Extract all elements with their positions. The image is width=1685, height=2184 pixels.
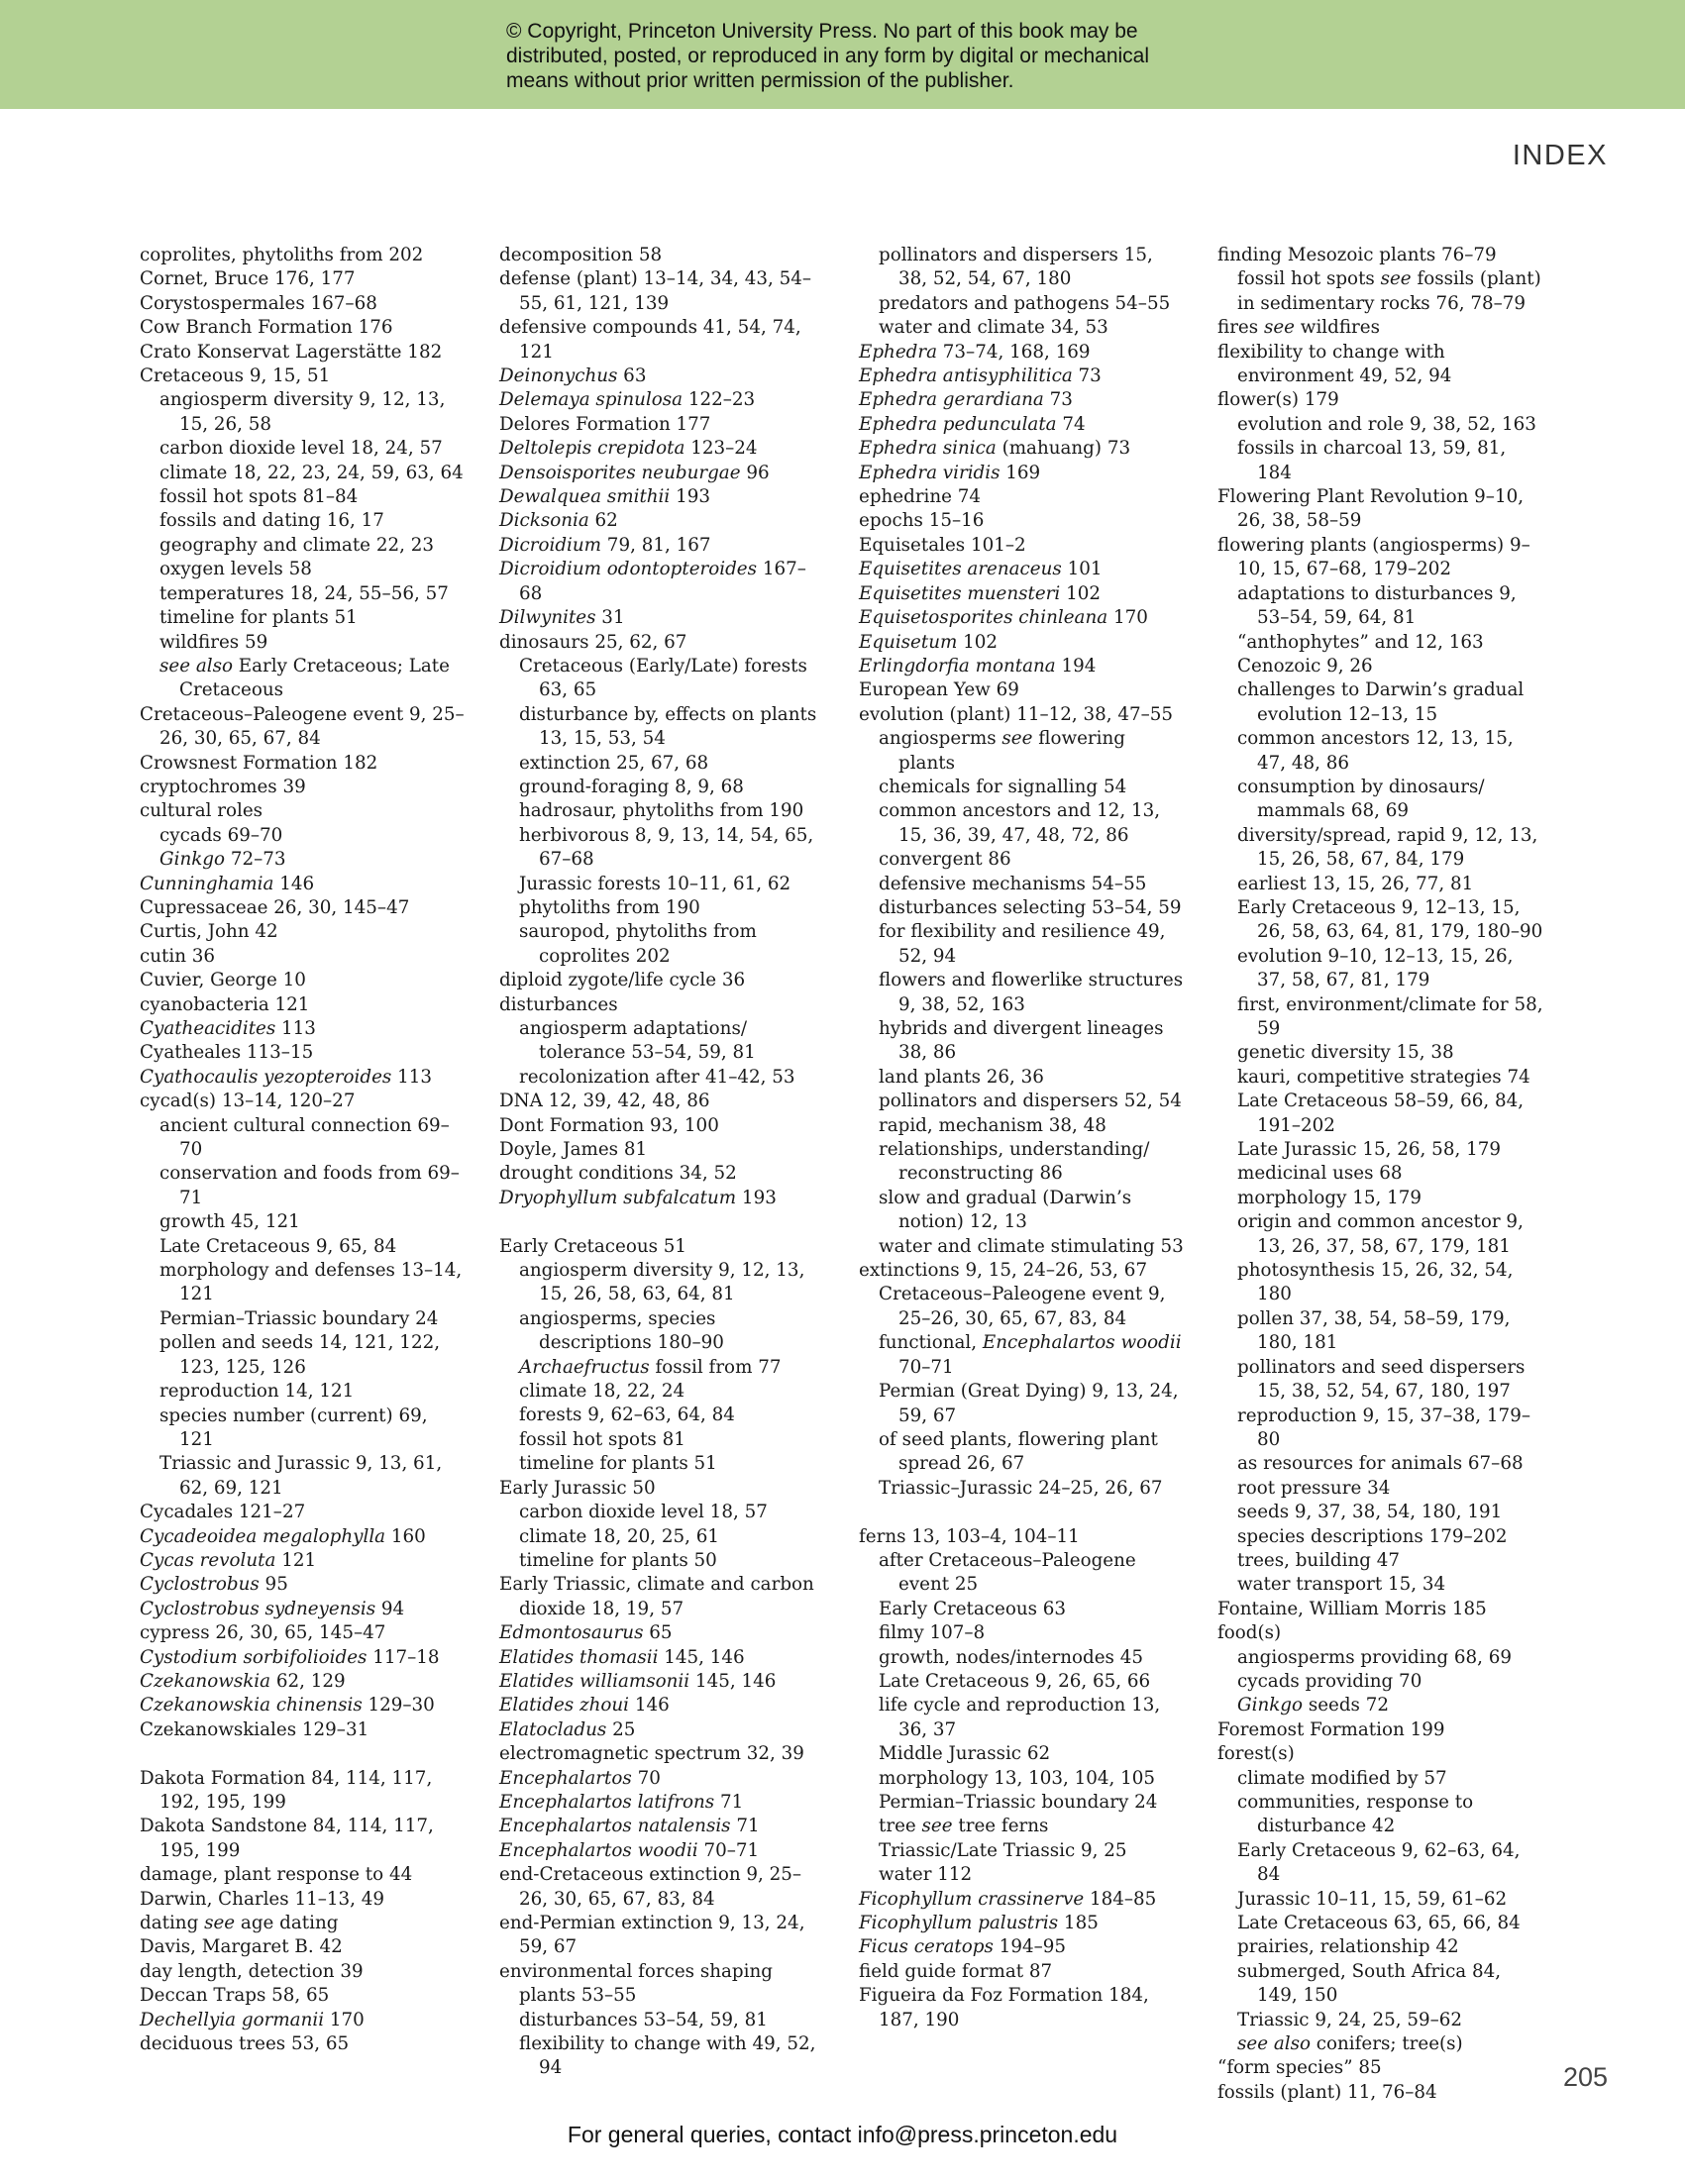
index-subentry: Late Jurassic 15, 26, 58, 179 [1237, 1139, 1501, 1161]
index-subentry: root pressure 34 [1237, 1477, 1391, 1499]
index-entry: Elatides williamsonii 145, 146 [499, 1670, 777, 1692]
index-subentry: Late Cretaceous 63, 65, 66, 84 [1237, 1913, 1521, 1934]
index-subentry: pollinators and seed dispersers 15, 38, 52, 54, 67, 180, 197 [1237, 1356, 1526, 1403]
index-subentry: timeline for plants 50 [519, 1549, 717, 1571]
index-subentry: ground-foraging 8, 9, 68 [519, 776, 744, 797]
index-subentry: timeline for plants 51 [519, 1453, 717, 1475]
index-subentry: geography and climate 22, 23 [159, 534, 434, 556]
index-subentry: fossils and dating 16, 17 [159, 510, 384, 532]
index-entry: Ephedra gerardiana 73 [859, 389, 1073, 411]
index-subentry: see also Early Cretaceous; Late Cretaceous [159, 655, 450, 701]
index-subentry: species descriptions 179–202 [1237, 1525, 1508, 1547]
index-entry: disturbances [499, 993, 618, 1015]
index-subentry: growth, nodes/internodes 45 [879, 1646, 1143, 1668]
index-subentry: in sedimentary rocks 76, 78–79 [1237, 292, 1527, 314]
index-subentry: Cretaceous (Early/Late) forests 63, 65 [519, 655, 807, 701]
index-entry: Crowsnest Formation 182 [140, 752, 378, 774]
index-entry: finding Mesozoic plants 76–79 [1217, 245, 1497, 265]
index-subentry: origin and common ancestor 9, 13, 26, 37, 58, 67, 179, 181 [1237, 1211, 1524, 1257]
index-entry: Deinonychus 63 [499, 365, 647, 387]
index-entry: dating see age dating [140, 1913, 339, 1934]
index-subentry: fossil hot spots 81 [519, 1428, 685, 1450]
index-entry: Cornet, Bruce 176, 177 [140, 268, 356, 290]
index-entry: Deltolepis crepidota 123–24 [499, 438, 758, 460]
index-entry: Figueira da Foz Formation 184, 187, 190 [859, 1985, 1149, 2030]
index-subentry: cycads providing 70 [1237, 1670, 1422, 1692]
index-entry: Cycadales 121–27 [140, 1502, 306, 1523]
index-subentry: disturbances 53–54, 59, 81 [519, 2009, 768, 2030]
index-entry: Cretaceous 9, 15, 51 [140, 365, 331, 387]
index-subentry: sauropod, phytoliths from coprolites 202 [519, 921, 757, 967]
running-head: INDEX [1512, 140, 1608, 171]
index-entry: cycad(s) 13–14, 120–27 [140, 1091, 356, 1112]
index-entry: Ephedra 73–74, 168, 169 [859, 341, 1091, 363]
index-entry: defensive compounds 41, 54, 74, 121 [499, 317, 801, 363]
index-subentry: water 112 [879, 1864, 973, 1886]
index-entry: Cuvier, George 10 [140, 970, 306, 991]
index-entry: Ephedra viridis 169 [859, 462, 1041, 483]
index-entry: Elatides zhoui 146 [499, 1695, 670, 1716]
index-subentry: temperatures 18, 24, 55–56, 57 [159, 582, 449, 604]
index-subentry: hybrids and divergent lineages 38, 86 [879, 1018, 1164, 1064]
index-subentry: extinction 25, 67, 68 [519, 752, 709, 774]
index-entry: Cycadeoidea megalophylla 160 [140, 1525, 426, 1547]
index-entry: Cyclostrobus sydneyensis 94 [140, 1598, 405, 1619]
index-entry: ferns 13, 103–4, 104–11 [859, 1525, 1080, 1547]
index-entry: coprolites, phytoliths from 202 [140, 245, 424, 265]
index-entry: Dechellyia gormanii 170 [140, 2009, 365, 2030]
index-entry: “form species” 85 [1217, 2057, 1382, 2079]
index-entry: Dicksonia 62 [499, 510, 618, 532]
index-entry: Czekanowskia 62, 129 [140, 1670, 346, 1692]
index-subentry: earliest 13, 15, 26, 77, 81 [1237, 873, 1474, 894]
index-entry: Equisetales 101–2 [859, 534, 1026, 556]
index-entry: evolution (plant) 11–12, 38, 47–55 [859, 703, 1174, 725]
index-subentry: fossils in charcoal 13, 59, 81, 184 [1237, 438, 1507, 483]
index-entry: Cyclostrobus 95 [140, 1574, 288, 1596]
index-entry: Dakota Sandstone 84, 114, 117, 195, 199 [140, 1816, 434, 1861]
index-entry: Equisetum 102 [859, 631, 999, 653]
index-subentry: climate 18, 22, 24 [519, 1381, 685, 1403]
index-entry: European Yew 69 [859, 679, 1019, 701]
index-subentry: land plants 26, 36 [879, 1066, 1044, 1088]
index-subentry: recolonization after 41–42, 53 [519, 1066, 795, 1088]
index-subentry: trees, building 47 [1237, 1549, 1400, 1571]
index-subentry: disturbances selecting 53–54, 59 [879, 896, 1182, 918]
index-subentry: Early Cretaceous 63 [879, 1598, 1067, 1619]
index-entry: Davis, Margaret B. 42 [140, 1936, 343, 1958]
index-subentry: consumption by dinosaurs/ mammals 68, 69 [1237, 776, 1485, 822]
index-entry: Crato Konservat Lagerstätte 182 [140, 341, 443, 363]
index-subentry: Archaefructus fossil from 77 [519, 1356, 782, 1378]
index-subentry: Cenozoic 9, 26 [1237, 655, 1373, 676]
index-subentry: genetic diversity 15, 38 [1237, 1042, 1454, 1064]
index-subentry: angiosperms see flowering plants [879, 728, 1125, 774]
index-entry: Equisetites muensteri 102 [859, 582, 1101, 604]
index-entry: Dont Formation 93, 100 [499, 1114, 719, 1136]
index-subentry: pollen 37, 38, 54, 58–59, 179, 180, 181 [1237, 1307, 1511, 1354]
index-subentry: medicinal uses 68 [1237, 1163, 1403, 1185]
index-subentry: Middle Jurassic 62 [879, 1743, 1051, 1765]
index-entry: forest(s) [1217, 1743, 1295, 1765]
index-subentry: disturbance by, effects on plants 13, 15, 53, 54 [519, 703, 817, 750]
index-entry: end-Cretaceous extinction 9, 25–26, 30, 65, 67, 83, 84 [499, 1864, 802, 1910]
index-letter-gap [859, 1501, 1186, 1524]
index-subentry: Permian–Triassic boundary 24 [879, 1791, 1158, 1813]
index-subentry: photosynthesis 15, 26, 32, 54, 180 [1237, 1260, 1514, 1305]
index-subentry: prairies, relationship 42 [1237, 1936, 1459, 1958]
index-subentry: functional, Encephalartos woodii 70–71 [879, 1332, 1182, 1378]
index-entry: Encephalartos natalensis 71 [499, 1816, 760, 1837]
index-entry: Ficophyllum palustris 185 [859, 1913, 1099, 1934]
index-subentry: diversity/spread, rapid 9, 12, 13, 15, 26, 58, 67, 84, 179 [1237, 824, 1538, 871]
index-entry: drought conditions 34, 52 [499, 1163, 737, 1185]
index-subentry: pollinators and dispersers 15, 38, 52, 54, 67, 180 [879, 245, 1153, 290]
index-entry: Elatocladus 25 [499, 1718, 636, 1740]
index-subentry: flexibility to change with 49, 52, 94 [519, 2033, 816, 2079]
index-entry: flower(s) 179 [1217, 389, 1339, 411]
index-entry: Equisetites arenaceus 101 [859, 559, 1103, 580]
index-subentry: convergent 86 [879, 849, 1011, 871]
index-entry: Dicroidium odontopteroides 167–68 [499, 559, 806, 604]
index-subentry: morphology 13, 103, 104, 105 [879, 1767, 1156, 1789]
index-entry: fires see wildfires [1217, 317, 1380, 339]
index-subentry: fossil hot spots 81–84 [159, 486, 359, 508]
index-subentry: oxygen levels 58 [159, 559, 312, 580]
index-entry: defense (plant) 13–14, 34, 43, 54–55, 61, 121, 139 [499, 268, 811, 314]
index-entry: Corystospermales 167–68 [140, 292, 377, 314]
index-subentry: reproduction 14, 121 [159, 1381, 355, 1403]
index-subentry: first, environment/climate for 58, 59 [1237, 993, 1543, 1039]
page-number: 205 [1562, 2062, 1608, 2092]
index-entry: cypress 26, 30, 65, 145–47 [140, 1622, 386, 1644]
index-entry: Curtis, John 42 [140, 921, 278, 943]
index-entry: Cupressaceae 26, 30, 145–47 [140, 896, 410, 918]
index-subentry: predators and pathogens 54–55 [879, 292, 1171, 314]
index-letter-gap [499, 1210, 826, 1234]
index-subentry: filmy 107–8 [879, 1622, 986, 1644]
index-subentry: carbon dioxide level 18, 57 [519, 1502, 768, 1523]
index-entry: day length, detection 39 [140, 1960, 364, 1982]
index-subentry: rapid, mechanism 38, 48 [879, 1114, 1106, 1136]
index-subentry: water and climate stimulating 53 [879, 1235, 1184, 1257]
index-entry: Encephalartos latifrons 71 [499, 1791, 744, 1813]
index-entry: Czekanowskiales 129–31 [140, 1718, 369, 1740]
index-subentry: carbon dioxide level 18, 24, 57 [159, 438, 443, 460]
index-entry: Flowering Plant Revolution 9–10, 26, 38, 58–59 [1217, 486, 1525, 532]
index-subentry: tree see tree ferns [879, 1816, 1049, 1837]
index-entry: Edmontosaurus 65 [499, 1622, 673, 1644]
index-subentry: water transport 15, 34 [1237, 1574, 1446, 1596]
index-subentry: climate 18, 20, 25, 61 [519, 1525, 720, 1547]
index-subentry: Permian (Great Dying) 9, 13, 24, 59, 67 [879, 1381, 1179, 1426]
index-subentry: conservation and foods from 69–71 [159, 1163, 460, 1208]
index-entry: Encephalartos woodii 70–71 [499, 1839, 760, 1861]
index-entry: Early Jurassic 50 [499, 1477, 656, 1499]
index-subentry: common ancestors 12, 13, 15, 47, 48, 86 [1237, 728, 1514, 774]
index-entry: Densoisporites neuburgae 96 [499, 462, 770, 483]
index-entry: field guide format 87 [859, 1960, 1053, 1982]
index-subentry: Early Cretaceous 9, 12–13, 15, 26, 58, 63, 64, 81, 179, 180–90 [1237, 896, 1543, 943]
footer-contact: For general queries, contact info@press.princeton.edu [567, 2122, 1118, 2147]
index-entry: diploid zygote/life cycle 36 [499, 970, 746, 991]
index-subentry: fossil hot spots see fossils (plant) [1237, 268, 1541, 290]
copyright-line-2: distributed, posted, or reproduced in any form by digital or mechanical [506, 45, 1150, 67]
index-entry: Cyathocaulis yezopteroides 113 [140, 1066, 433, 1088]
index-entry: decomposition 58 [499, 245, 663, 265]
index-subentry: angiosperm diversity 9, 12, 13, 15, 26, 58, 63, 64, 81 [519, 1260, 805, 1305]
index-entry: Delemaya spinulosa 122–23 [499, 389, 756, 411]
index-entry: flowering plants (angiosperms) 9–10, 15, 67–68, 179–202 [1217, 534, 1530, 580]
index-subentry: see also conifers; tree(s) [1237, 2033, 1463, 2055]
index-entry: Foremost Formation 199 [1217, 1718, 1445, 1740]
index-subentry: species number (current) 69, 121 [159, 1404, 428, 1450]
index-subentry: angiosperms providing 68, 69 [1237, 1646, 1513, 1668]
index-subentry: climate 18, 22, 23, 24, 59, 63, 64 [159, 462, 464, 483]
index-subentry: herbivorous 8, 9, 13, 14, 54, 65, 67–68 [519, 824, 814, 871]
index-entry: Cow Branch Formation 176 [140, 317, 393, 339]
index-column-1 [140, 244, 467, 2056]
index-subentry: morphology and defenses 13–14, 121 [159, 1260, 463, 1305]
index-entry: Cyatheales 113–15 [140, 1042, 314, 1064]
index-subentry: challenges to Darwin’s gradual evolution 12–13, 15 [1237, 679, 1525, 725]
index-entry: Deccan Traps 58, 65 [140, 1985, 330, 2007]
index-entry: electromagnetic spectrum 32, 39 [499, 1743, 804, 1765]
index-entry: Early Cretaceous 51 [499, 1235, 687, 1257]
index-entry: damage, plant response to 44 [140, 1864, 413, 1886]
index-subentry: seeds 9, 37, 38, 54, 180, 191 [1237, 1502, 1503, 1523]
index-subentry: Late Cretaceous 58–59, 66, 84, 191–202 [1237, 1091, 1525, 1136]
index-subentry: flowers and flowerlike structures 9, 38, 52, 163 [879, 970, 1184, 1015]
index-subentry: Triassic/Late Triassic 9, 25 [879, 1839, 1127, 1861]
index-entry: cryptochromes 39 [140, 776, 306, 797]
index-subentry: for flexibility and resilience 49, 52, 94 [879, 921, 1166, 967]
index-column-4 [1217, 244, 1544, 2105]
index-subentry: adaptations to disturbances 9, 53–54, 59, 64, 81 [1237, 582, 1517, 629]
index-subentry: water and climate 34, 53 [879, 317, 1108, 339]
index-subentry: wildfires 59 [159, 631, 268, 653]
index-entry: Dilwynites 31 [499, 607, 625, 629]
index-subentry: relationships, understanding/ reconstructing 86 [879, 1139, 1150, 1185]
index-subentry: Cretaceous–Paleogene event 9, 25–26, 30, 65, 67, 83, 84 [879, 1284, 1166, 1329]
index-entry: Ephedra antisyphilitica 73 [859, 365, 1102, 387]
index-entry: cyanobacteria 121 [140, 993, 310, 1015]
index-entry: dinosaurs 25, 62, 67 [499, 631, 687, 653]
index-subentry: forests 9, 62–63, 64, 84 [519, 1404, 735, 1426]
index-subentry: reproduction 9, 15, 37–38, 179–80 [1237, 1404, 1530, 1450]
index-entry: Ephedra pedunculata 74 [859, 413, 1086, 435]
index-subentry: hadrosaur, phytoliths from 190 [519, 800, 804, 822]
index-entry: Erlingdorfia montana 194 [859, 655, 1097, 676]
index-subentry: “anthophytes” and 12, 163 [1237, 631, 1484, 653]
index-subentry: common ancestors and 12, 13, 15, 36, 39, 47, 48, 72, 86 [879, 800, 1161, 846]
copyright-banner [0, 0, 1685, 109]
index-letter-gap [140, 1742, 467, 1766]
index-entry: environmental forces shaping plants 53–55 [499, 1960, 773, 2007]
index-entry: food(s) [1217, 1622, 1282, 1644]
index-entry: Equisetosporites chinleana 170 [859, 607, 1148, 629]
index-entry: extinctions 9, 15, 24–26, 53, 67 [859, 1260, 1148, 1282]
index-subentry: Triassic and Jurassic 9, 13, 61, 62, 69, 121 [159, 1453, 443, 1499]
index-entry: Ephedra sinica (mahuang) 73 [859, 438, 1131, 460]
index-entry: Elatides thomasii 145, 146 [499, 1646, 745, 1668]
index-subentry: ancient cultural connection 69–70 [159, 1114, 450, 1161]
index-entry: Encephalartos 70 [499, 1767, 661, 1789]
index-entry: Dryophyllum subfalcatum 193 [499, 1187, 777, 1208]
index-subentry: phytoliths from 190 [519, 896, 700, 918]
index-entry: cultural roles [140, 800, 263, 822]
index-subentry: evolution and role 9, 38, 52, 163 [1237, 413, 1536, 435]
index-subentry: of seed plants, flowering plant spread 26, 67 [879, 1428, 1158, 1475]
index-entry: Fontaine, William Morris 185 [1217, 1598, 1487, 1619]
index-entry: Ficus ceratops 194–95 [859, 1936, 1066, 1958]
index-subentry: angiosperm adaptations/ tolerance 53–54, 59, 81 [519, 1018, 756, 1064]
index-entry: Cystodium sorbifolioides 117–18 [140, 1646, 440, 1668]
index-subentry: defensive mechanisms 54–55 [879, 873, 1147, 894]
index-subentry: as resources for animals 67–68 [1237, 1453, 1524, 1475]
index-subentry: climate modified by 57 [1237, 1767, 1447, 1789]
index-subentry: communities, response to disturbance 42 [1237, 1792, 1474, 1837]
index-entry: Early Triassic, climate and carbon dioxide 18, 19, 57 [499, 1574, 814, 1619]
index-subentry: submerged, South Africa 84, 149, 150 [1237, 1960, 1502, 2007]
index-entry: DNA 12, 39, 42, 48, 86 [499, 1091, 710, 1112]
index-subentry: Late Cretaceous 9, 26, 65, 66 [879, 1670, 1151, 1692]
index-subentry: Ginkgo 72–73 [159, 849, 286, 871]
index-entry: Cunninghamia 146 [140, 873, 315, 894]
index-subentry: growth 45, 121 [159, 1211, 300, 1233]
index-entry: Ficophyllum crassinerve 184–85 [859, 1888, 1157, 1910]
copyright-line-3: means without prior written permission of the publisher. [506, 69, 1014, 92]
index-subentry: Ginkgo seeds 72 [1237, 1695, 1390, 1716]
index-entry: Doyle, James 81 [499, 1139, 648, 1161]
index-entry: Cyatheacidites 113 [140, 1018, 316, 1039]
index-subentry: pollinators and dispersers 52, 54 [879, 1091, 1182, 1112]
index-subentry: Triassic–Jurassic 24–25, 26, 67 [879, 1477, 1163, 1499]
index-entry: Dewalquea smithii 193 [499, 486, 710, 508]
index-subentry: cycads 69–70 [159, 824, 283, 846]
index-entry: ephedrine 74 [859, 486, 982, 508]
index-column-3 [859, 244, 1186, 2032]
index-entry: Cretaceous–Paleogene event 9, 25–26, 30, 65, 67, 84 [140, 703, 465, 750]
index-subentry: evolution 9–10, 12–13, 15, 26, 37, 58, 67, 81, 179 [1237, 945, 1514, 991]
index-entry: Dicroidium 79, 81, 167 [499, 534, 711, 556]
index-entry: deciduous trees 53, 65 [140, 2033, 350, 2055]
index-entry: cutin 36 [140, 945, 216, 967]
index-subentry: Late Cretaceous 9, 65, 84 [159, 1235, 397, 1257]
index-entry: epochs 15–16 [859, 510, 985, 532]
index-subentry: kauri, competitive strategies 74 [1237, 1066, 1530, 1088]
index-subentry: morphology 15, 179 [1237, 1187, 1422, 1208]
index-entry: fossils (plant) 11, 76–84 [1217, 2081, 1437, 2103]
index-subentry: pollen and seeds 14, 121, 122, 123, 125, 126 [159, 1332, 441, 1378]
index-entry: Czekanowskia chinensis 129–30 [140, 1695, 435, 1716]
index-subentry: life cycle and reproduction 13, 36, 37 [879, 1695, 1161, 1740]
index-subentry: chemicals for signalling 54 [879, 776, 1127, 797]
index-subentry: Jurassic forests 10–11, 61, 62 [519, 873, 791, 894]
index-subentry: Jurassic 10–11, 15, 59, 61–62 [1237, 1888, 1508, 1910]
index-subentry: Triassic 9, 24, 25, 59–62 [1237, 2009, 1463, 2030]
index-column-2 [499, 244, 826, 2081]
index-entry: Delores Formation 177 [499, 413, 711, 435]
index-subentry: Permian–Triassic boundary 24 [159, 1307, 439, 1329]
index-subentry: angiosperms, species descriptions 180–90 [519, 1307, 724, 1354]
index-subentry: Early Cretaceous 9, 62–63, 64, 84 [1237, 1839, 1521, 1886]
index-entry: Darwin, Charles 11–13, 49 [140, 1888, 384, 1910]
index-entry: Dakota Formation 84, 114, 117, 192, 195, 199 [140, 1767, 433, 1813]
index-subentry: slow and gradual (Darwin’s notion) 12, 13 [879, 1187, 1132, 1233]
index-entry: end-Permian extinction 9, 13, 24, 59, 67 [499, 1913, 805, 1958]
index-subentry: after Cretaceous–Paleogene event 25 [879, 1549, 1136, 1596]
copyright-line-1: © Copyright, Princeton University Press. No part of this book may be [506, 20, 1138, 43]
index-entry: Cycas revoluta 121 [140, 1549, 317, 1571]
index-subentry: timeline for plants 51 [159, 607, 358, 629]
index-entry: flexibility to change with environment 49, 52, 94 [1217, 341, 1452, 387]
index-subentry: angiosperm diversity 9, 12, 13, 15, 26, 58 [159, 389, 446, 435]
